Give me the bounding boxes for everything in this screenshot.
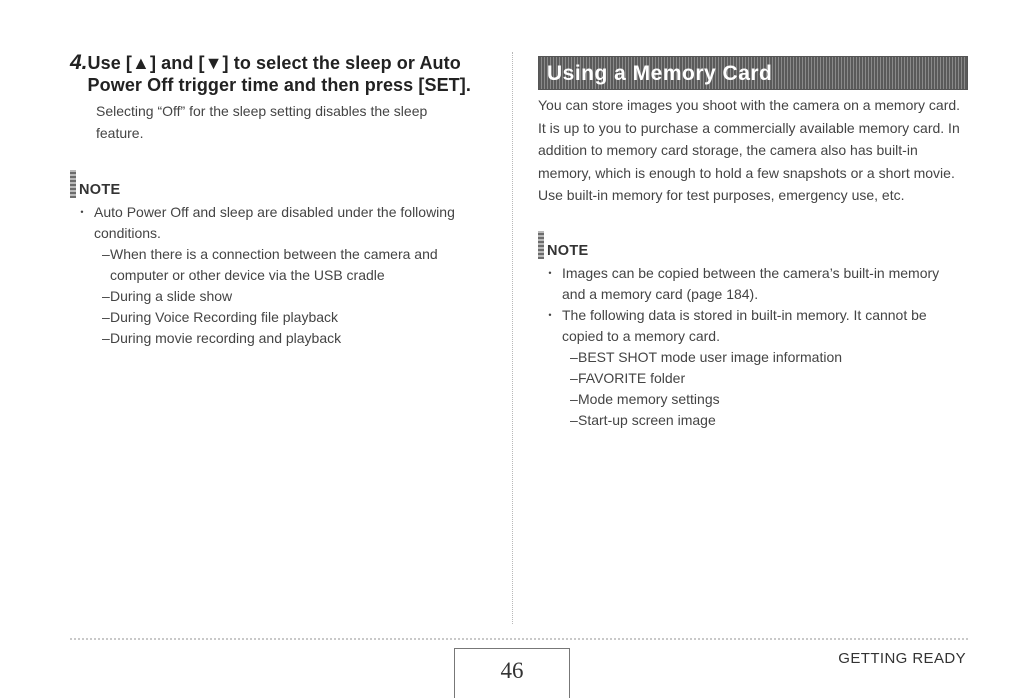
step-number: 4. <box>70 51 88 74</box>
left-column <box>70 52 500 349</box>
sub-list-item <box>70 328 500 349</box>
dash-icon: – <box>570 411 578 428</box>
page-number: 46 <box>500 658 524 683</box>
bullet-text: The following data is stored in built-in memory. It cannot be copied to a memory card. <box>562 306 927 344</box>
note-header <box>538 229 970 259</box>
note-header <box>70 168 500 198</box>
left-note <box>70 168 500 349</box>
step-title: Use [▲] and [▼] to select the sleep or Auto Power Off trigger time and then press [SET]. <box>87 53 471 95</box>
dash-icon: – <box>102 330 110 346</box>
sub-list <box>70 244 500 349</box>
step-description: Selecting “Off” for the sleep setting disables the sleep feature. <box>96 103 428 141</box>
note-item <box>70 202 500 349</box>
sub-list-item <box>70 307 500 328</box>
section-banner <box>538 56 968 90</box>
dash-icon: – <box>102 288 110 304</box>
sub-list-item <box>538 389 970 410</box>
sub-item-text: During a slide show <box>110 288 233 304</box>
sub-item-text: Start-up screen image <box>578 411 716 428</box>
dash-icon: – <box>102 309 110 325</box>
sub-list-item <box>538 410 970 431</box>
dash-icon: – <box>570 390 578 407</box>
note-title: NOTE <box>547 242 589 259</box>
page-number-box <box>454 648 570 698</box>
section-label: GETTING READY <box>838 650 966 667</box>
sub-item-text: FAVORITE folder <box>578 369 686 386</box>
bullet-row <box>538 305 970 347</box>
note-title: NOTE <box>79 182 121 198</box>
dash-icon: – <box>570 348 578 365</box>
note-bar-icon <box>538 231 544 259</box>
dash-icon: – <box>570 369 578 386</box>
intro-paragraph: You can store images you shoot with the camera on a memory card. It is up to you to purchase a commercially available memory card. In addition to memory card storage, the camera also has built-in memory, which is enough to hold a few snapshots or a short movie. Use built-in memory for test purposes, emergency use, etc. <box>538 97 961 203</box>
note-item <box>538 263 970 305</box>
sub-list-item <box>70 286 500 307</box>
sub-item-text: During movie recording and playback <box>110 330 342 346</box>
sub-item-text: BEST SHOT mode user image information <box>578 348 843 365</box>
note-list <box>70 202 500 349</box>
dash-icon: – <box>102 246 110 262</box>
sub-list-item <box>538 347 970 368</box>
note-bar-icon <box>70 170 76 198</box>
sub-item-text: During Voice Recording file playback <box>110 309 339 325</box>
sub-list-item <box>538 368 970 389</box>
sub-list <box>538 347 970 431</box>
note-list <box>538 263 970 431</box>
bullet-dot-icon: • <box>548 309 552 320</box>
bullet-text: Images can be copied between the camera’s built-in memory and a memory card (page 184). <box>562 264 940 302</box>
banner-title: Using a Memory Card <box>547 62 773 85</box>
bullet-text: Auto Power Off and sleep are disabled under the following conditions. <box>94 204 455 241</box>
sub-item-text: Mode memory settings <box>578 390 720 407</box>
column-divider <box>512 52 513 624</box>
sub-item-text: When there is a connection between the camera and computer or other device via the USB cradle <box>110 246 438 283</box>
step-heading <box>70 52 500 96</box>
bullet-row <box>538 263 970 305</box>
sub-list-item <box>70 244 500 286</box>
right-note <box>538 229 970 431</box>
note-item <box>538 305 970 431</box>
right-column <box>538 56 970 431</box>
bullet-dot-icon: • <box>80 207 84 217</box>
bullet-row <box>70 202 500 244</box>
bullet-dot-icon: • <box>548 267 552 278</box>
footer-rule <box>70 638 968 640</box>
